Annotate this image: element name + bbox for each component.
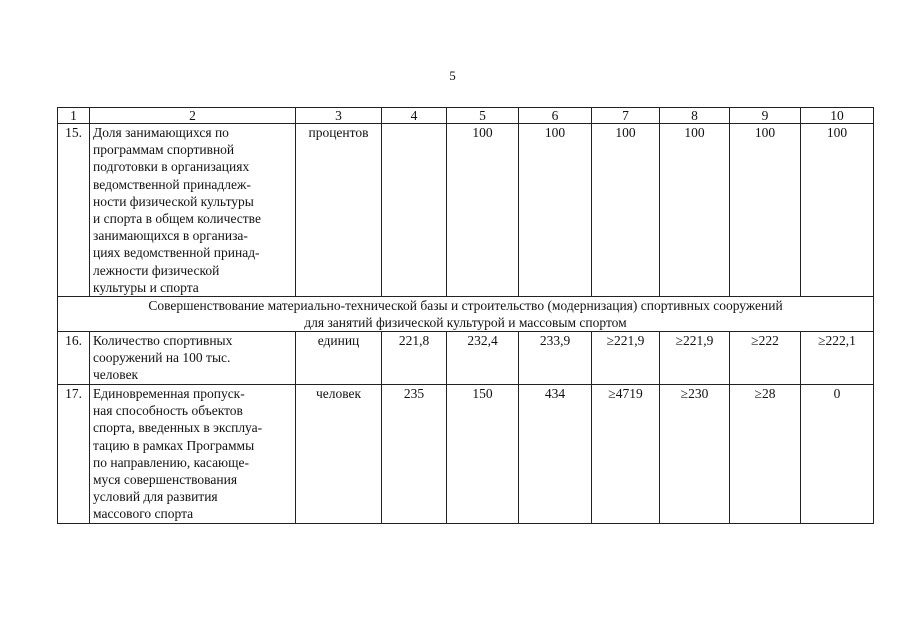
description-line: лежности физической (93, 262, 220, 278)
description-line: подготовки в организациях (93, 159, 250, 175)
description-line: Количество спортивных (93, 333, 233, 349)
indicator-description (90, 124, 296, 297)
table-row (58, 124, 874, 297)
value-cell: 0 (801, 385, 874, 524)
value-cell: ≥222,1 (801, 332, 874, 385)
section-header-row (58, 297, 874, 332)
header-cell: 2 (90, 108, 296, 124)
section-title (58, 297, 874, 332)
table-row (58, 385, 874, 524)
description-line: ведомственной принадлеж- (93, 176, 251, 192)
indicator-description (90, 385, 296, 524)
header-cell: 10 (801, 108, 874, 124)
value-cell: ≥28 (730, 385, 801, 524)
unit-cell: человек (296, 385, 382, 524)
description-line: массового спорта (93, 506, 194, 522)
value-cell (382, 124, 447, 297)
header-cell: 8 (660, 108, 730, 124)
description-line: ная способность объектов (93, 403, 243, 419)
header-cell: 9 (730, 108, 801, 124)
value-cell: ≥221,9 (660, 332, 730, 385)
description-line: культуры и спорта (93, 279, 199, 295)
table-row (58, 332, 874, 385)
description-line: сооружений на 100 тыс. (93, 350, 231, 366)
header-cell: 6 (519, 108, 592, 124)
unit-cell: процентов (296, 124, 382, 297)
row-number: 16. (58, 332, 90, 385)
unit-cell: единиц (296, 332, 382, 385)
description-line: Единовременная пропуск- (93, 386, 245, 402)
table-header-row (58, 108, 874, 124)
header-cell: 4 (382, 108, 447, 124)
description-line: тацию в рамках Программы (93, 437, 255, 453)
value-cell: 434 (519, 385, 592, 524)
row-number: 17. (58, 385, 90, 524)
value-cell: ≥221,9 (592, 332, 660, 385)
value-cell: 100 (447, 124, 519, 297)
description-line: циях ведомственной принад- (93, 245, 260, 261)
value-cell: 100 (592, 124, 660, 297)
description-line: по направлению, касающе- (93, 454, 250, 470)
description-line: человек (93, 367, 139, 383)
value-cell: 235 (382, 385, 447, 524)
indicator-description (90, 332, 296, 385)
section-title-line: Совершенствование материально-технической базы и строительство (модернизация) спортивных сооружений (148, 298, 783, 314)
description-line: ности физической культуры (93, 193, 254, 209)
value-cell: 100 (660, 124, 730, 297)
header-cell: 3 (296, 108, 382, 124)
description-line: занимающихся в организа- (93, 228, 248, 244)
description-line: условий для развития (93, 489, 218, 505)
value-cell: 100 (730, 124, 801, 297)
value-cell: 221,8 (382, 332, 447, 385)
description-line: Доля занимающихся по (93, 125, 229, 140)
description-line: спорта, введенных в эксплуа- (93, 420, 263, 436)
page-number: 5 (449, 68, 456, 83)
value-cell: 232,4 (447, 332, 519, 385)
value-cell: 233,9 (519, 332, 592, 385)
header-cell: 7 (592, 108, 660, 124)
indicators-table (57, 107, 874, 524)
value-cell: ≥222 (730, 332, 801, 385)
row-number: 15. (58, 124, 90, 297)
value-cell: ≥230 (660, 385, 730, 524)
description-line: и спорта в общем количестве (93, 211, 261, 227)
value-cell: 100 (519, 124, 592, 297)
section-title-line: для занятий физической культурой и массовым спортом (304, 315, 627, 331)
description-line: муся совершенствования (93, 472, 238, 488)
header-cell: 1 (58, 108, 90, 124)
value-cell: 100 (801, 124, 874, 297)
description-line: программам спортивной (93, 142, 235, 158)
value-cell: ≥4719 (592, 385, 660, 524)
value-cell: 150 (447, 385, 519, 524)
header-cell: 5 (447, 108, 519, 124)
